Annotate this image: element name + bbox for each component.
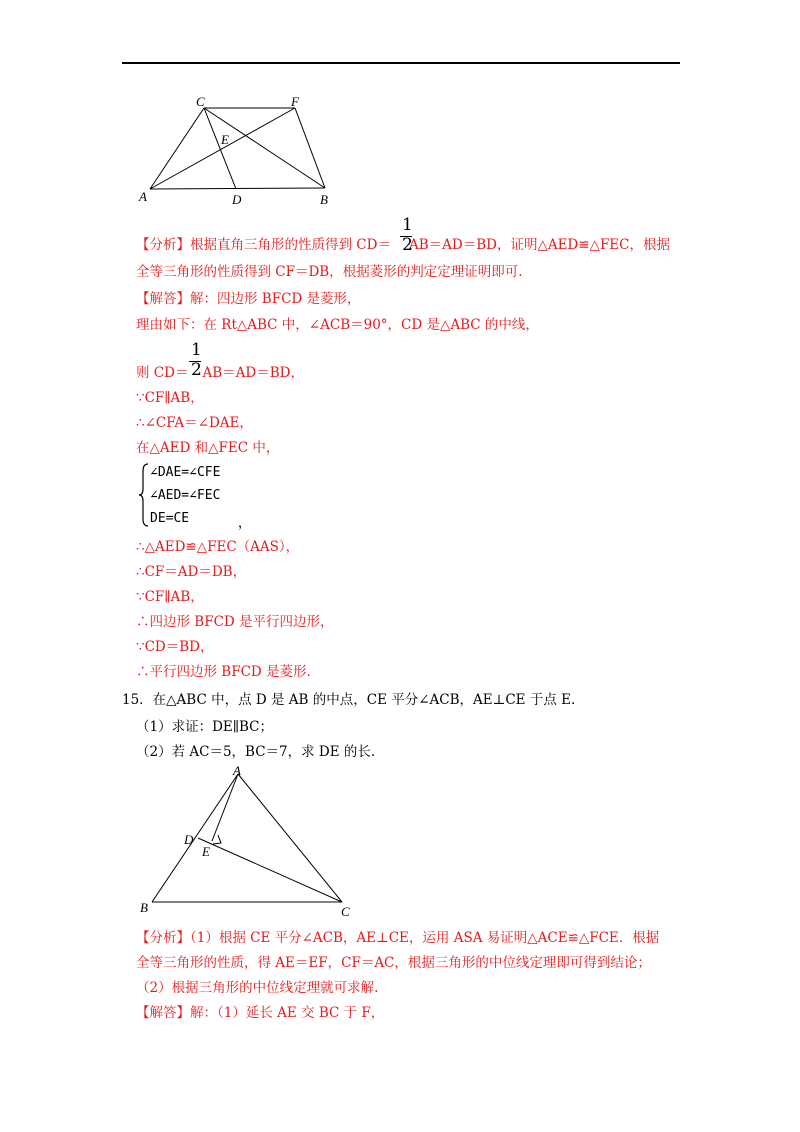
segment-fb [295, 108, 325, 188]
segment-ab [150, 188, 325, 189]
label-d: D [184, 832, 194, 847]
segment-dc [198, 838, 342, 902]
analysis14-line1: 【分析】根据直角三角形的性质得到 CD＝ AB＝AD＝BD，证明△AED≌△FEC，根据 [136, 237, 670, 253]
system-eq1: ∠DAE=∠CFE [150, 465, 221, 480]
solution14-line4: ∵CF∥AB， [136, 390, 204, 406]
label-d: D [232, 192, 242, 207]
segment-ac [238, 774, 342, 902]
label-a: A [233, 763, 241, 778]
fraction-denominator-2: 2 [191, 360, 202, 380]
system-eq3: DE=CE [150, 511, 190, 526]
segment-ab [152, 774, 238, 902]
solution14-line7: ∴△AED≌△FEC（AAS）， [136, 539, 300, 555]
label-e: E [221, 132, 229, 147]
fraction-numerator: 1 [402, 215, 413, 235]
solution14-line1: 【解答】解：四边形 BFCD 是菱形， [136, 291, 361, 307]
segment-cd [204, 108, 236, 189]
problem15-stem: 15．在△ABC 中，点 D 是 AB 的中点，CE 平分∠ACB，AE⊥CE 于点 E. [122, 692, 576, 708]
solution14-line9: ∵CF∥AB， [136, 589, 204, 605]
figure-triangle [130, 762, 370, 922]
label-b: B [140, 900, 148, 915]
label-b: B [320, 192, 328, 207]
analysis14-line2: 全等三角形的性质得到 CF＝DB，根据菱形的判定定理证明即可. [136, 264, 523, 280]
solution14-line11: ∵CD＝BD， [136, 639, 214, 655]
figure-trapezoid [130, 90, 340, 210]
solution14-line3: 则 CD＝ AB＝AD＝BD， [136, 365, 304, 381]
solution14-line5: ∴∠CFA＝∠DAE， [136, 415, 253, 431]
label-a: A [139, 189, 147, 204]
header-rule [122, 62, 680, 64]
problem15-q1: （1）求证：DE∥BC； [136, 719, 274, 735]
label-e: E [202, 844, 210, 859]
analysis15-line3: （2）根据三角形的中位线定理就可求解. [136, 980, 379, 996]
solution14-line8: ∴CF＝AD＝DB， [136, 564, 247, 580]
system-eq2: ∠AED=∠FEC [150, 488, 221, 503]
problem15-q2: （2）若 AC＝5，BC＝7，求 DE 的长. [136, 744, 376, 760]
segment-ac [150, 108, 204, 189]
solution14-line2: 理由如下：在 Rt△ABC 中，∠ACB＝90°，CD 是△ABC 的中线， [136, 317, 539, 333]
system-comma: ， [238, 516, 252, 531]
fraction-numerator-2: 1 [191, 340, 202, 360]
analysis15-line4: 【解答】解：（1）延长 AE 交 BC 于 F， [136, 1005, 385, 1021]
label-c: C [341, 904, 350, 919]
analysis15-line1: 【分析】（1）根据 CE 平分∠ACB，AE⊥CE，运用 ASA 易证明△ACE≌△FCE．根据 [136, 930, 660, 946]
segment-cb [204, 108, 325, 188]
label-c: C [196, 94, 205, 109]
solution14-line12: ∴平行四边形 BFCD 是菱形. [136, 664, 311, 680]
fraction-denominator: 2 [402, 235, 413, 255]
solution14-line6: 在△AED 和△FEC 中， [136, 440, 280, 456]
solution14-line10: ∴四边形 BFCD 是平行四边形， [136, 614, 334, 630]
analysis15-line2: 全等三角形的性质，得 AE＝EF，CF＝AC，根据三角形的中位线定理即可得到结论； [136, 955, 651, 971]
label-f: F [291, 94, 299, 109]
system-brace [138, 463, 150, 527]
